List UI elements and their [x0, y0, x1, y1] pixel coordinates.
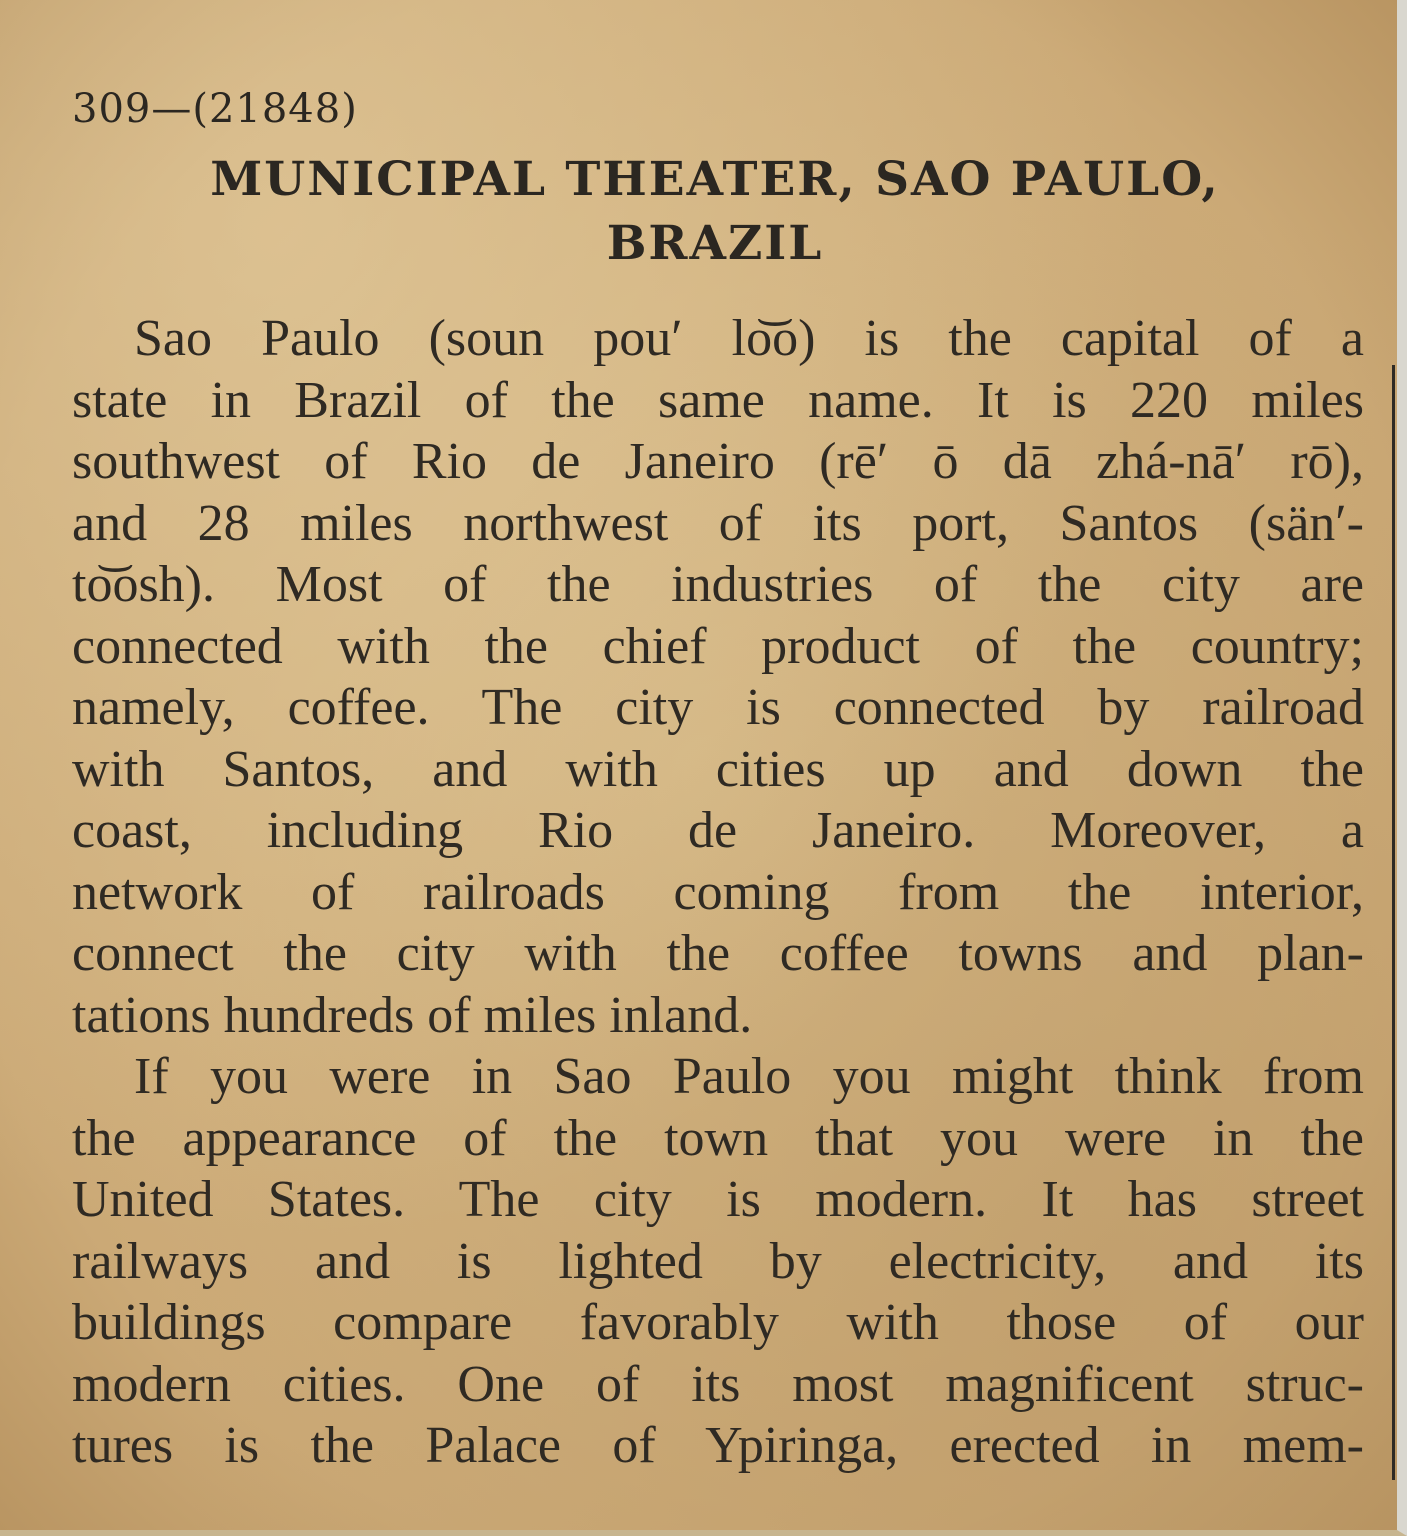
title-line-2: BRAZIL — [606, 216, 824, 271]
text-line: state in Brazil of the same name. It is 220 miles — [72, 371, 1364, 429]
text-line: the appearance of the town that you were in the — [72, 1109, 1364, 1167]
text-line: network of railroads coming from the interior, — [72, 863, 1364, 921]
title-line-1: MUNICIPAL THEATER, SAO PAULO, — [210, 152, 1220, 207]
text-line: southwest of Rio de Janeiro (rē′ ō dā zhá-nā′ rō), — [72, 433, 1364, 490]
text-line: and 28 miles northwest of its port, Santos (sän′- — [72, 494, 1364, 552]
text-line: tures is the Palace of Ypiringa, erected in mem- — [72, 1417, 1364, 1474]
text-line: modern cities. One of its most magnificent struc- — [72, 1355, 1364, 1413]
text-line: If you were in Sao Paulo you might think from — [134, 1048, 1364, 1105]
text-line: Sao Paulo (soun pou′ lo͝o) is the capital of a — [134, 310, 1364, 367]
text-line: to͝osh). Most of the industries of the city are — [72, 556, 1364, 613]
text-line: buildings compare favorably with those of our — [72, 1294, 1364, 1351]
text-line: railways and is lighted by electricity, and its — [72, 1232, 1364, 1290]
text-line: with Santos, and with cities up and down the — [72, 740, 1364, 798]
card-title — [60, 148, 1370, 276]
edge-rule — [1392, 365, 1395, 1480]
text-line: connected with the chief product of the country; — [72, 617, 1364, 675]
catalog-number: 309—(21848) — [72, 86, 358, 132]
text-line: namely, coffee. The city is connected by railroad — [72, 679, 1364, 736]
text-line: connect the city with the coffee towns and plan- — [72, 925, 1364, 982]
text-line: United States. The city is modern. It has street — [72, 1171, 1364, 1228]
text-line: tations hundreds of miles inland. — [72, 986, 753, 1044]
text-line: coast, including Rio de Janeiro. Moreover, a — [72, 802, 1364, 859]
body-text — [72, 308, 1364, 1477]
